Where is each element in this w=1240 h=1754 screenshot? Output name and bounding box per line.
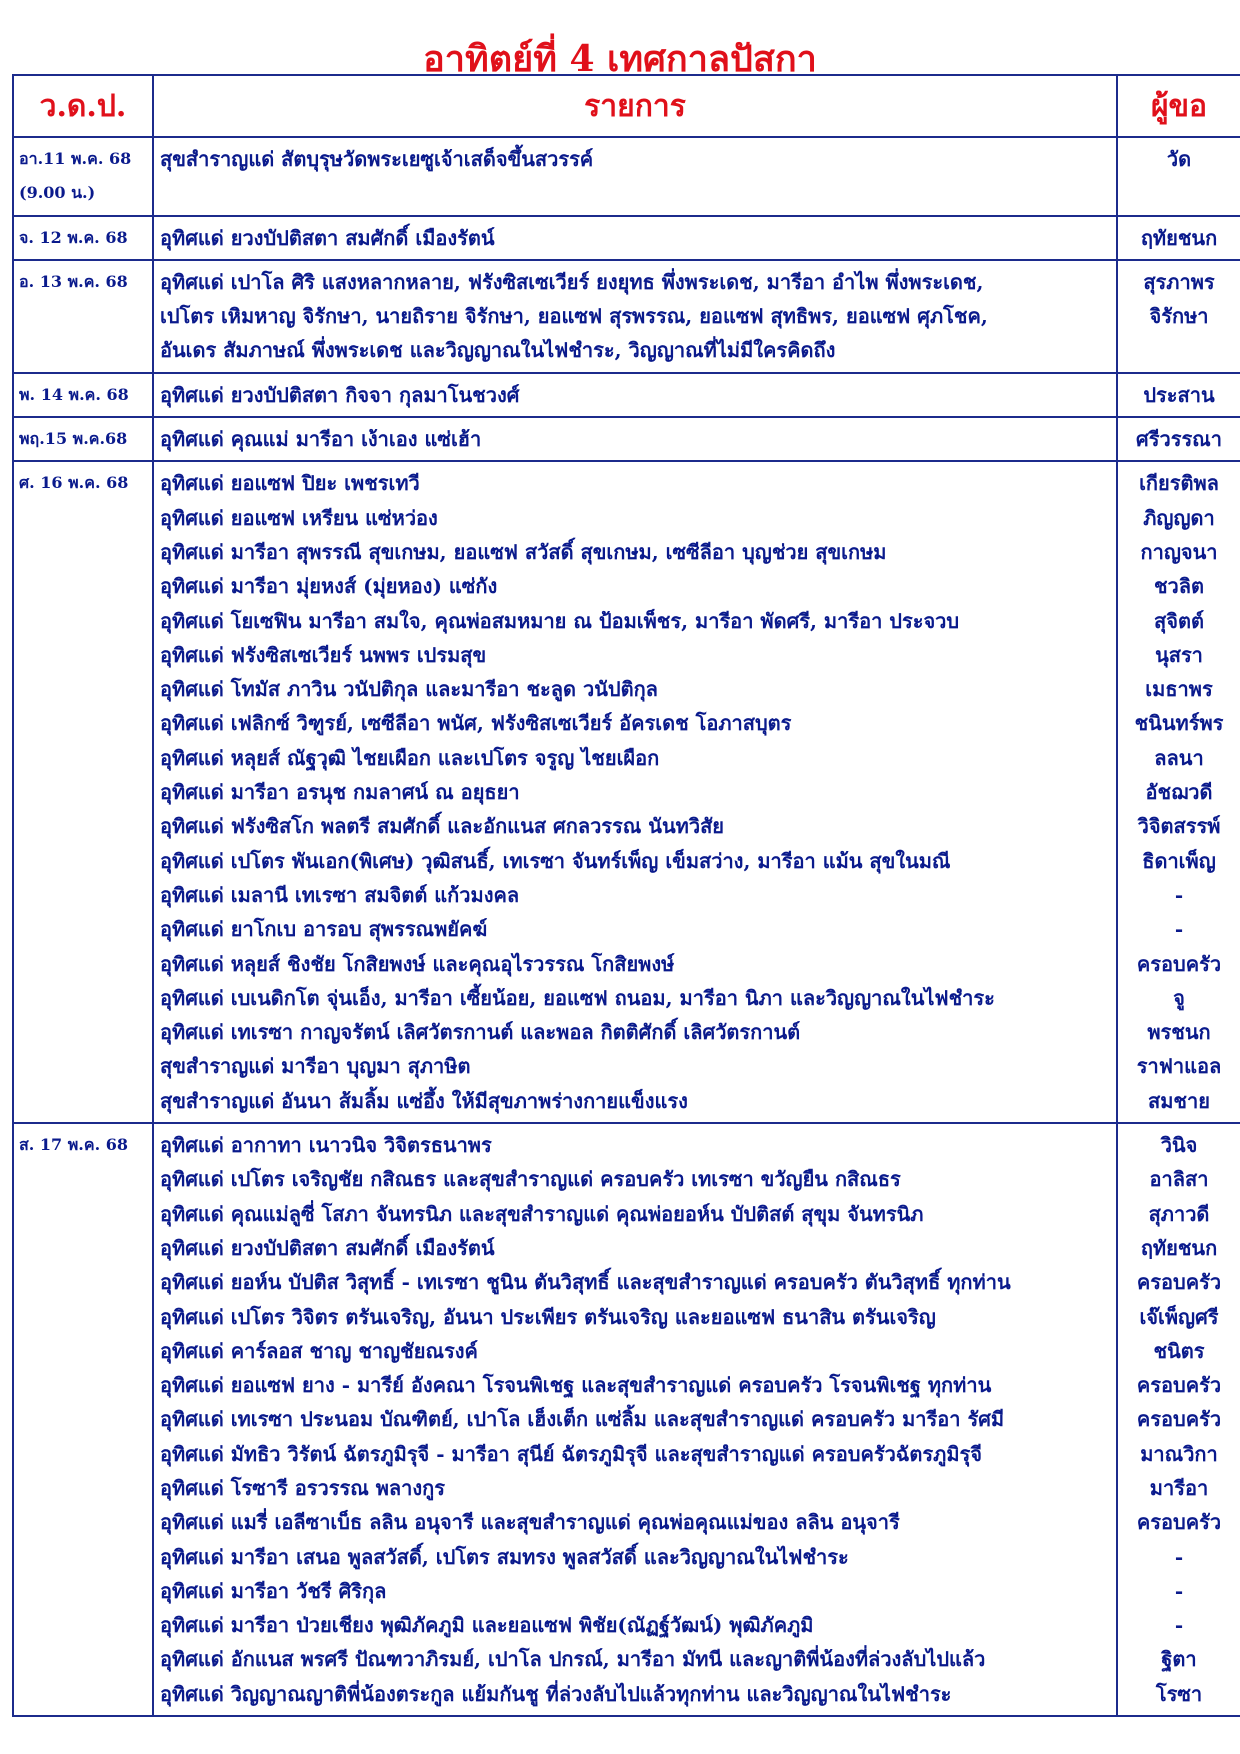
requester-name: - xyxy=(1174,1613,1184,1638)
intention-line: อุทิศแด่ คุณแม่ มารีอา เง้าเอง แซ่เฮ้า xyxy=(160,427,482,452)
intention-line: อุทิศแด่ เปโตร วิจิตร ตรันเจริญ, อันนา ประเพียร ตรันเจริญ และยอแซฟ ธนาสิน ตรันเจริญ xyxy=(160,1304,936,1329)
requester-cell xyxy=(1117,137,1240,216)
intention-line: อุทิศแด่ อากาทา เนาวนิจ วิจิตรธนาพร xyxy=(160,1133,492,1158)
requester-name: - xyxy=(1174,882,1184,907)
requester-name: ฤทัยชนก xyxy=(1140,225,1218,250)
requester-name: จู xyxy=(1173,985,1185,1010)
intention-line: อุทิศแด่ โทมัส ภาวิน วนัปติกุล และมารีอา ชะลูด วนัปติกุล xyxy=(160,677,658,702)
requester-name: โรซา xyxy=(1155,1681,1203,1706)
date-cell xyxy=(13,1123,153,1716)
intention-line: อุทิศแด่ คาร์ลอส ชาญ ชาญชัยณรงค์ xyxy=(160,1338,478,1363)
requester-name: อัชฌวดี xyxy=(1145,780,1213,805)
intention-line: อุทิศแด่ มารีอา สุพรรณี สุขเกษม, ยอแซฟ สวัสดิ์ สุขเกษม, เซซีลีอา บุญช่วย สุขเกษม xyxy=(160,539,887,564)
intention-line: สุขสำราญแด่ สัตบุรุษวัดพระเยซูเจ้าเสด็จขึ้นสวรรค์ xyxy=(160,147,594,171)
requester-name: ราฟาแอล xyxy=(1136,1054,1222,1079)
requester-name: เกียรติพล xyxy=(1139,471,1219,496)
requester-cell xyxy=(1117,417,1240,461)
date-cell xyxy=(13,137,153,216)
requester-name: ฐิตา xyxy=(1161,1647,1197,1672)
requester-name: ฤทัยชนก xyxy=(1140,1235,1218,1260)
date-text: ศ. 16 พ.ค. 68 xyxy=(19,473,129,493)
items-cell xyxy=(153,417,1117,461)
date-cell xyxy=(13,216,153,260)
table-row xyxy=(13,137,1240,216)
intention-line: อุทิศแด่ แมรี่ เอลีซาเบ็ธ ลลิน อนุจารี และสุขสำราญแด่ คุณพ่อคุณแม่ของ ลลิน อนุจารี xyxy=(160,1510,900,1535)
requester-name: นุสรา xyxy=(1155,642,1203,667)
intention-line: อุทิศแด่ เทเรซา กาญจรัตน์ เลิศวัตรกานต์ และพอล กิตติศักดิ์ เลิศวัตรกานต์ xyxy=(160,1020,801,1045)
items-cell xyxy=(153,1123,1117,1716)
requester-name: ธิดาเพ็ญ xyxy=(1142,848,1216,873)
items-cell xyxy=(153,260,1117,373)
intention-line: อุทิศแด่ ยวงบัปติสตา กิจจา กุลมาโนชวงศ์ xyxy=(160,382,520,407)
requester-name: ครอบครัว xyxy=(1136,1270,1222,1295)
intention-line: อุทิศแด่ เปาโล ศิริ แสงหลากหลาย, ฟรังซิสเซเวียร์ ยงยุทธ พึ่งพระเดช, มารีอา อำไพ พึ่งพระเดช, xyxy=(160,269,984,294)
requester-name: ชนินทร์พร xyxy=(1134,711,1224,736)
table-row xyxy=(13,1123,1240,1716)
intention-line: อุทิศแด่ ยวงบัปติสตา สมศักดิ์ เมืองรัตน์ xyxy=(160,1235,495,1260)
intention-line: อุทิศแด่ อักแนส พรศรี ปัณฑวาภิรมย์, เปาโล ปกรณ์, มารีอา มัทนี และญาติพี่น้องที่ล่วงลับไปแล้ว xyxy=(160,1647,986,1672)
items-cell xyxy=(153,137,1117,216)
intention-line: อุทิศแด่ เทเรซา ประนอม บัณฑิตย์, เปาโล เฮ็งเต็ก แซ่ลิ้ม และสุขสำราญแด่ ครอบครัว มารีอา รัศมี xyxy=(160,1407,1005,1432)
requester-name: จิรักษา xyxy=(1149,304,1209,329)
requester-cell xyxy=(1117,216,1240,260)
date-text: อา.11 พ.ค. 68 xyxy=(19,149,132,168)
requester-cell xyxy=(1117,1123,1240,1716)
intention-line: อุทิศแด่ ยอแซฟ เหรียน แซ่หว่อง xyxy=(160,505,438,530)
intention-line: อุทิศแด่ เมลานี เทเรซา สมจิตต์ แก้วมงคล xyxy=(160,882,520,907)
requester-name: วิจิตสรรพ์ xyxy=(1137,814,1221,839)
requester-name: สมชาย xyxy=(1148,1088,1210,1113)
intention-line: อุทิศแด่ หลุยส์ ชิงชัย โกสิยพงษ์ และคุณอุไรวรรณ โกสิยพงษ์ xyxy=(160,951,675,976)
requester-name: สุภาวดี xyxy=(1148,1201,1210,1226)
requester-name: สุรภาพร xyxy=(1143,269,1215,294)
intention-line: อุทิศแด่ มารีอา อรนุช กมลาศน์ ณ อยุธยา xyxy=(160,780,520,805)
table-body xyxy=(13,137,1240,1716)
requester-name: ชวลิต xyxy=(1153,574,1205,599)
table-row xyxy=(13,260,1240,373)
requester-cell xyxy=(1117,373,1240,417)
intention-line: อุทิศแด่ ยอแซฟ ปิยะ เพชรเทวี xyxy=(160,471,420,496)
date-text: อ. 13 พ.ค. 68 xyxy=(19,271,128,291)
date-text: พ. 14 พ.ค. 68 xyxy=(19,384,129,404)
intention-line: อุทิศแด่ เปโตร พันเอก(พิเศษ) วุฒิสนธิ์, เทเรซา จันทร์เพ็ญ เข็มสว่าง, มารีอา แม้น สุขในมณี xyxy=(160,848,951,873)
intention-line: อุทิศแด่ โยเซฟิน มารีอา สมใจ, คุณพ่อสมหมาย ณ ป้อมเพ็ชร, มารีอา พัดศรี, มารีอา ประจวบ xyxy=(160,608,960,633)
date-text: พฤ.15 พ.ค.68 xyxy=(19,429,128,449)
intention-line: อุทิศแด่ ยวงบัปติสตา สมศักดิ์ เมืองรัตน์ xyxy=(160,225,495,250)
items-cell xyxy=(153,461,1117,1123)
requester-name: กาญจนา xyxy=(1140,539,1218,564)
intention-line: อุทิศแด่ ยาโกเบ อารอบ สุพรรณพยัคฆ์ xyxy=(160,917,488,942)
date-text: จ. 12 พ.ค. 68 xyxy=(19,227,128,247)
intention-line: อันเดร สัมภาษณ์ พึ่งพระเดช และวิญญาณในไฟชำระ, วิญญาณที่ไม่มีใครคิดถึง xyxy=(160,338,836,363)
requester-name: ภิญญดา xyxy=(1143,505,1215,530)
table-row xyxy=(13,373,1240,417)
requester-name: อาลิสา xyxy=(1149,1167,1209,1192)
date-text: ส. 17 พ.ค. 68 xyxy=(19,1135,128,1155)
requester-name: วัด xyxy=(1166,147,1192,171)
intention-line: อุทิศแด่ ยอห์น บัปติส วิสุทธิ์ - เทเรซา ชูนิน ตันวิสุทธิ์ และสุขสำราญแด่ ครอบครัว ตันวิสุทธิ์ ทุกท่าน xyxy=(160,1270,1011,1295)
intention-line: อุทิศแด่ โรซารี อรวรรณ พลางกูร xyxy=(160,1475,445,1500)
date-cell xyxy=(13,260,153,373)
requester-name: ครอบครัว xyxy=(1136,1407,1222,1432)
requester-name: เมธาพร xyxy=(1145,677,1213,702)
date-cell xyxy=(13,373,153,417)
intention-line: สุขสำราญแด่ มารีอา บุญมา สุภาษิต xyxy=(160,1054,471,1079)
items-cell xyxy=(153,216,1117,260)
date-cell xyxy=(13,461,153,1123)
requester-name: วินิจ xyxy=(1160,1133,1198,1158)
table-row xyxy=(13,216,1240,260)
requester-name: - xyxy=(1174,1544,1184,1569)
items-cell xyxy=(153,373,1117,417)
intention-line: อุทิศแด่ เบเนดิกโต จุ่นเอ็ง, มารีอา เซี้ยน้อย, ยอแซฟ ถนอม, มารีอา นิภา และวิญญาณในไฟชำระ xyxy=(160,985,995,1010)
intention-line: อุทิศแด่ มารีอา มุ่ยหงส์ (มุ่ยหอง) แซ่กัง xyxy=(160,574,498,599)
header-date: ว.ด.ป. xyxy=(13,75,153,137)
intention-line: อุทิศแด่ มารีอา วัชรี ศิริกุล xyxy=(160,1578,387,1603)
intention-line: อุทิศแด่ เฟลิกซ์ วิฑูรย์, เซซีลีอา พนัศ, ฟรังซิสเซเวียร์ อัครเดช โอภาสบุตร xyxy=(160,711,792,736)
requester-name: ครอบครัว xyxy=(1136,1510,1222,1535)
requester-name: - xyxy=(1174,1578,1184,1603)
intention-line: อุทิศแด่ ฟรังซิสโก พลตรี สมศักดิ์ และอักแนส ศกลวรรณ นันทวิสัย xyxy=(160,814,724,839)
intention-line: อุทิศแด่ เปโตร เจริญชัย กสิณธร และสุขสำราญแด่ ครอบครัว เทเรซา ขวัญยืน กสิณธร xyxy=(160,1167,901,1192)
intention-line: อุทิศแด่ คุณแม่ลูซี่ โสภา จันทรนิภ และสุขสำราญแด่ คุณพ่อยอห์น บัปติสต์ สุขุม จันทรนิภ xyxy=(160,1201,924,1226)
table-header-row xyxy=(13,75,1240,137)
table-row xyxy=(13,417,1240,461)
date-cell xyxy=(13,417,153,461)
requester-name: ศรีวรรณา xyxy=(1136,427,1222,452)
intention-line: อุทิศแด่ ฟรังซิสเซเวียร์ นพพร เปรมสุข xyxy=(160,642,487,667)
mass-intentions-table xyxy=(12,74,1240,1717)
requester-name: สุจิตต์ xyxy=(1154,608,1204,633)
requester-name: ลลนา xyxy=(1154,745,1204,770)
table-row xyxy=(13,461,1240,1123)
requester-name: ชนิตร xyxy=(1153,1338,1205,1363)
requester-name: ครอบครัว xyxy=(1136,951,1222,976)
header-requester: ผู้ขอ xyxy=(1117,75,1240,137)
requester-name: ครอบครัว xyxy=(1136,1373,1222,1398)
intention-line: อุทิศแด่ มัทธิว วิรัตน์ ฉัตรภูมิรุจี - มารีอา สุนีย์ ฉัตรภูมิรุจี และสุขสำราญแด่ ครอบครัวฉัตรภูมิรุจี xyxy=(160,1441,982,1466)
intention-line: เปโตร เหิมหาญ จิรักษา, นายถิราย จิรักษา, ยอแซฟ สุรพรรณ, ยอแซฟ สุทธิพร, ยอแซฟ ศุภโชค, xyxy=(160,304,988,329)
intention-line: อุทิศแด่ มารีอา เสนอ พูลสวัสดิ์, เปโตร สมทรง พูลสวัสดิ์ และวิญญาณในไฟชำระ xyxy=(160,1544,849,1569)
requester-name: - xyxy=(1174,917,1184,942)
intention-line: อุทิศแด่ หลุยส์ ณัฐวุฒิ ไชยเผือก และเปโตร จรูญ ไชยเผือก xyxy=(160,745,660,770)
intention-line: อุทิศแด่ ยอแซฟ ยาง - มารีย์ อังคณา โรจนพิเชฐ และสุขสำราญแด่ ครอบครัว โรจนพิเชฐ ทุกท่าน xyxy=(160,1373,992,1398)
requester-cell xyxy=(1117,461,1240,1123)
intention-line: อุทิศแด่ มารีอา ป่วยเชียง พุฒิภัคภูมิ และยอแซฟ พิชัย(ณัฏฐ์วัฒน์) พุฒิภัคภูมิ xyxy=(160,1613,814,1638)
requester-name: ประสาน xyxy=(1143,382,1215,407)
header-items: รายการ xyxy=(153,75,1117,137)
page-title: อาทิตย์ที่ 4 เทศกาลปัสกา xyxy=(423,38,817,80)
requester-name: เจ๊เพ็ญศรี xyxy=(1139,1304,1219,1329)
date-text: (9.00 น.) xyxy=(19,183,96,203)
requester-cell xyxy=(1117,260,1240,373)
requester-name: พรชนก xyxy=(1147,1020,1211,1045)
requester-name: มาณวิกา xyxy=(1140,1441,1218,1466)
intention-line: สุขสำราญแด่ อันนา ส้มลิ้ม แซ่อึ้ง ให้มีสุขภาพร่างกายแข็งแรง xyxy=(160,1088,688,1113)
intention-line: อุทิศแด่ วิญญาณญาติพี่น้องตระกูล แย้มกันชู ที่ล่วงลับไปแล้วทุกท่าน และวิญญาณในไฟชำระ xyxy=(160,1681,952,1706)
requester-name: มารีอา xyxy=(1149,1475,1209,1500)
